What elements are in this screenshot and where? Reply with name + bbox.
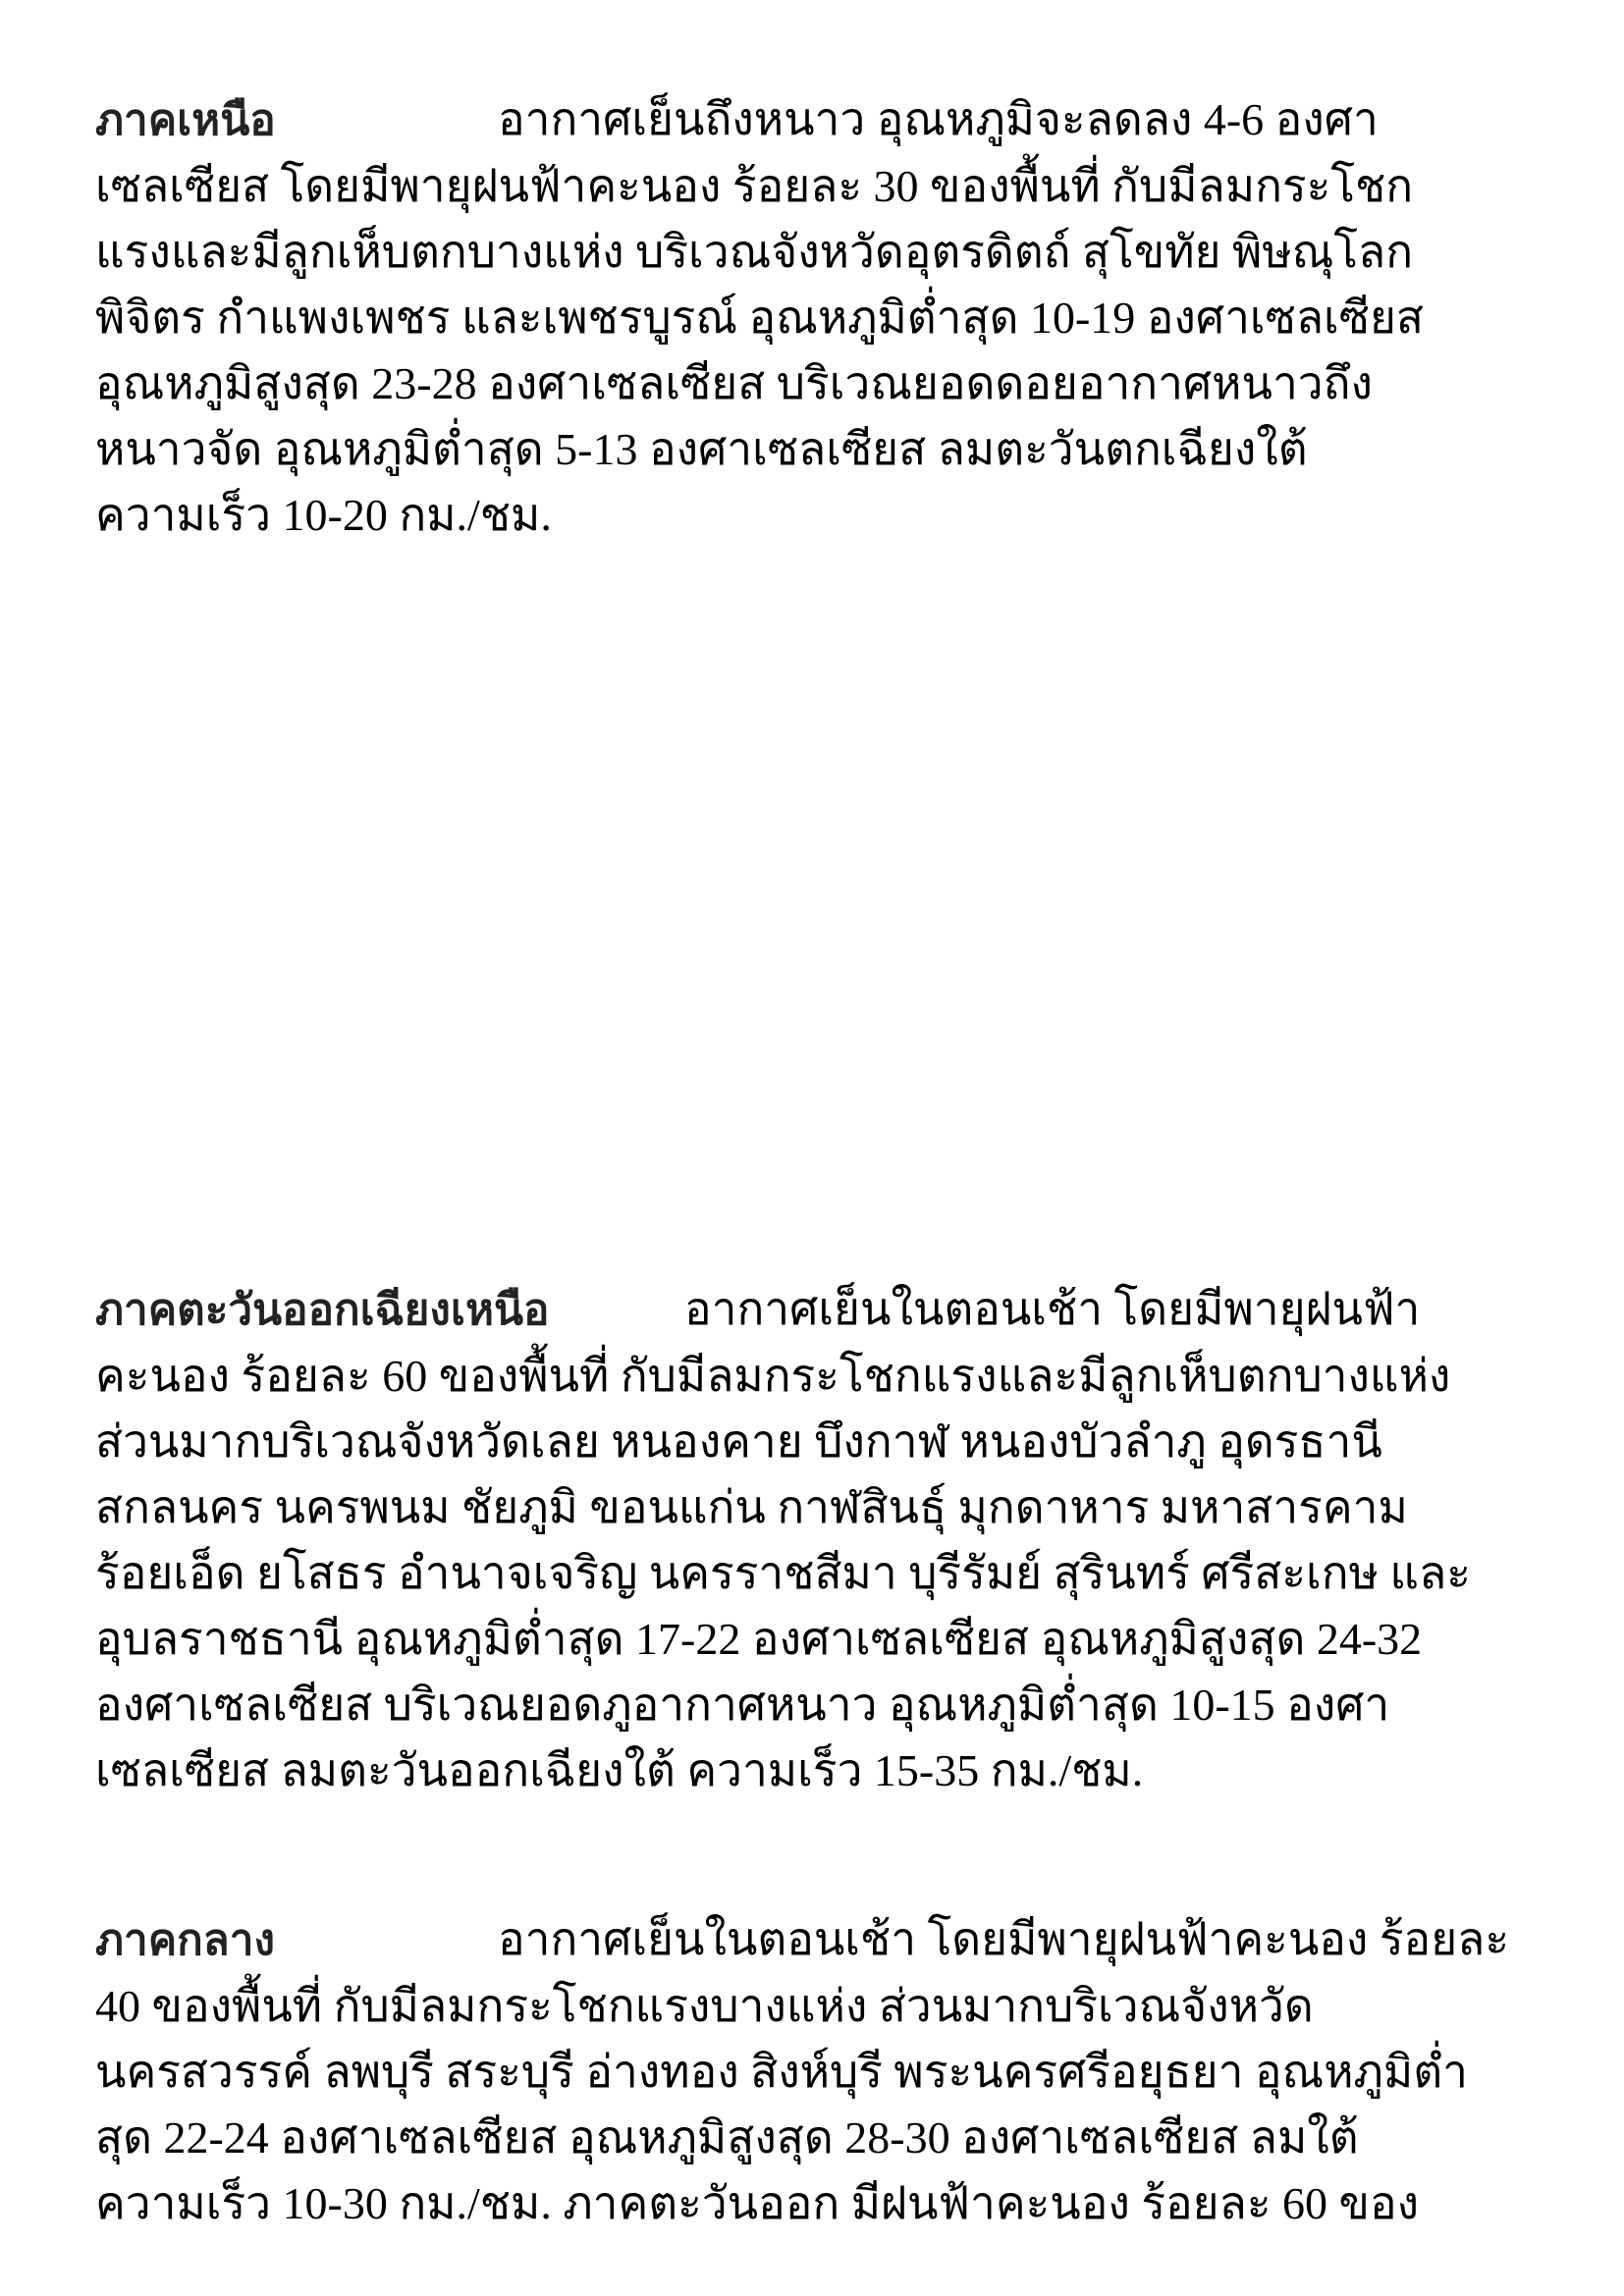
section-north <box>95 86 1548 548</box>
section-northeast <box>95 1276 1548 1803</box>
northeast-line-5: อุบลราชธานี อุณหภูมิต่ำสุด 17-22 องศาเซลเซียส อุณหภูมิสูงสุด 24-32 <box>95 1614 1423 1664</box>
central-line-2: นครสวรรค์ ลพบุรี สระบุรี อ่างทอง สิงห์บุรี พระนครศรีอยุธยา อุณหภูมิต่ำ <box>95 2047 1468 2097</box>
northeast-line-6: องศาเซลเซียส บริเวณยอดภูอากาศหนาว อุณหภูมิต่ำสุด 10-15 องศา <box>95 1680 1390 1730</box>
central-line-3: สุด 22-24 องศาเซลเซียส อุณหภูมิสูงสุด 28-30 องศาเซลเซียส ลมใต้ <box>95 2112 1359 2163</box>
northeast-line-7: เซลเซียส ลมตะวันออกเฉียงใต้ ความเร็ว 15-35 กม./ชม. <box>95 1745 1144 1795</box>
section-central <box>95 1906 1548 2236</box>
northeast-line-4: ร้อยเอ็ด ยโสธร อำนาจเจริญ นครราชสีมา บุรีรัมย์ สุรินทร์ ศรีสะเกษ และ <box>95 1548 1471 1598</box>
north-line-3: พิจิตร กำแพงเพชร และเพชรบูรณ์ อุณหภูมิต่ำสุด 10-19 องศาเซลเซียส <box>95 293 1425 343</box>
central-line-1: 40 ของพื้นที่ กับมีลมกระโชกแรงบางแห่ง ส่วนมากบริเวณจังหวัด <box>95 1981 1314 2031</box>
northeast-line-0: อากาศเย็นในตอนเช้า โดยมีพายุฝนฟ้า <box>684 1284 1421 1334</box>
north-line-4: อุณหภูมิสูงสุด 23-28 องศาเซลเซียส บริเวณยอดดอยอากาศหนาวถึง <box>95 358 1373 408</box>
north-line-6: ความเร็ว 10-20 กม./ชม. <box>95 490 552 540</box>
northeast-line-2: ส่วนมากบริเวณจังหวัดเลย หนองคาย บึงกาฬ หนองบัวลำภู อุดรธานี <box>95 1416 1382 1467</box>
north-first-line <box>95 86 1548 153</box>
northeast-first-line <box>95 1276 1548 1343</box>
section-heading-northeast: ภาคตะวันออกเฉียงเหนือ <box>95 1286 550 1334</box>
north-line-0: อากาศเย็นถึงหนาว อุณหภูมิจะลดลง 4-6 องศา <box>498 94 1379 144</box>
northeast-line-3: สกลนคร นครพนม ชัยภูมิ ขอนแก่น กาฬสินธุ์ มุกดาหาร มหาสารคาม <box>95 1482 1408 1532</box>
central-first-line <box>95 1906 1548 1973</box>
central-line-4: ความเร็ว 10-30 กม./ชม. ภาคตะวันออก มีฝนฟ้าคะนอง ร้อยละ 60 ของ <box>95 2178 1420 2228</box>
section-heading-north: ภาคเหนือ <box>95 96 276 144</box>
central-line-0: อากาศเย็นในตอนเช้า โดยมีพายุฝนฟ้าคะนอง ร้อยละ <box>498 1914 1510 1964</box>
north-line-2: แรงและมีลูกเห็บตกบางแห่ง บริเวณจังหวัดอุตรดิตถ์ สุโขทัย พิษณุโลก <box>95 227 1414 277</box>
section-heading-central: ภาคกลาง <box>95 1916 275 1964</box>
northeast-line-1: คะนอง ร้อยละ 60 ของพื้นที่ กับมีลมกระโชกแรงและมีลูกเห็บตกบางแห่ง <box>95 1351 1451 1401</box>
north-line-1: เซลเซียส โดยมีพายุฝนฟ้าคะนอง ร้อยละ 30 ของพื้นที่ กับมีลมกระโชก <box>95 161 1414 211</box>
north-line-5: หนาวจัด อุณหภูมิต่ำสุด 5-13 องศาเซลเซียส ลมตะวันตกเฉียงใต้ <box>95 424 1308 474</box>
